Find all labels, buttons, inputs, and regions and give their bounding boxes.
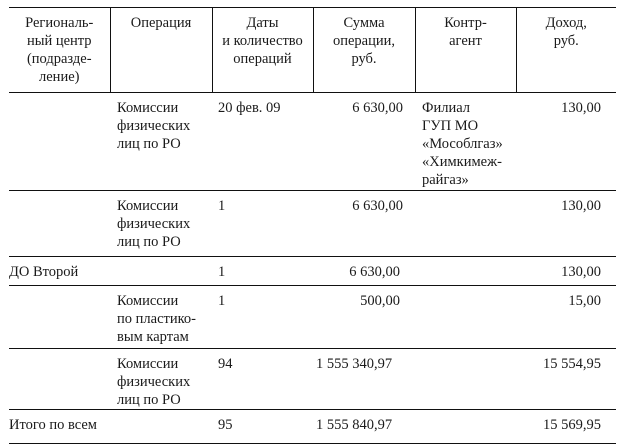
cell-income: 15 569,95 <box>516 410 616 444</box>
cell-region <box>9 93 110 191</box>
cell-text: Комиссии <box>117 198 179 214</box>
cell-date-count: 94 <box>212 349 313 410</box>
cell-counterparty <box>415 257 516 286</box>
cell-operation <box>110 349 212 410</box>
cell-text: райгаз» <box>422 172 469 188</box>
header-text: операции, <box>332 33 396 49</box>
header-amount <box>313 8 415 93</box>
table-row <box>9 191 616 257</box>
cell-region: ДО Второй <box>9 257 110 286</box>
cell-operation <box>110 191 212 257</box>
header-dates-count <box>212 8 313 93</box>
cell-text: Комиссии <box>117 293 179 309</box>
cell-operation <box>110 257 212 286</box>
header-text: операций <box>233 51 292 67</box>
cell-amount: 6 630,00 <box>313 257 415 286</box>
table-row-total <box>9 410 616 444</box>
cell-date-count: 20 фев. 09 <box>212 93 313 191</box>
header-text: Операция <box>130 15 192 31</box>
cell-date-count: 1 <box>212 191 313 257</box>
header-text: ление) <box>39 69 80 85</box>
cell-text: физических <box>117 118 191 134</box>
cell-income: 130,00 <box>516 191 616 257</box>
table-row <box>9 257 616 286</box>
header-text: Даты <box>246 15 279 31</box>
header-row <box>9 8 616 93</box>
header-text: Доход, <box>545 15 587 31</box>
cell-region: Итого по всем <box>9 410 110 444</box>
cell-region <box>9 286 110 349</box>
header-operation <box>110 8 212 93</box>
cell-text: «Химкимеж- <box>422 154 502 170</box>
table-row <box>9 93 616 191</box>
header-text: (подразде- <box>26 51 92 67</box>
header-text: руб. <box>351 51 377 67</box>
header-text: агент <box>449 33 482 49</box>
cell-text: Комиссии <box>117 356 179 372</box>
header-counterparty <box>415 8 516 93</box>
cell-counterparty <box>415 286 516 349</box>
header-text: руб. <box>553 33 579 49</box>
cell-amount: 1 555 840,97 <box>313 410 415 444</box>
cell-date-count: 95 <box>212 410 313 444</box>
cell-operation <box>110 286 212 349</box>
cell-region <box>9 191 110 257</box>
cell-region <box>9 349 110 410</box>
cell-counterparty <box>415 349 516 410</box>
commission-income-table <box>9 7 616 444</box>
cell-text: вым картам <box>117 329 189 345</box>
cell-text: Филиал <box>422 100 471 116</box>
header-region <box>9 8 110 93</box>
cell-operation <box>110 410 212 444</box>
table-row <box>9 286 616 349</box>
header-text: Сумма <box>343 15 385 31</box>
cell-date-count: 1 <box>212 257 313 286</box>
cell-text: физических <box>117 374 191 390</box>
cell-text: лиц по РО <box>117 234 181 250</box>
cell-text: «Мособлгаз» <box>422 136 503 152</box>
header-text: и количество <box>222 33 303 49</box>
cell-counterparty <box>415 93 516 191</box>
cell-date-count: 1 <box>212 286 313 349</box>
cell-amount: 1 555 340,97 <box>313 349 415 410</box>
cell-income: 15 554,95 <box>516 349 616 410</box>
cell-amount: 500,00 <box>313 286 415 349</box>
cell-text: физических <box>117 216 191 232</box>
header-income <box>516 8 616 93</box>
cell-income: 15,00 <box>516 286 616 349</box>
cell-counterparty <box>415 191 516 257</box>
cell-income: 130,00 <box>516 257 616 286</box>
cell-amount: 6 630,00 <box>313 93 415 191</box>
cell-text: Комиссии <box>117 100 179 116</box>
header-text: Контр- <box>444 15 487 31</box>
header-text: Региональ- <box>25 15 94 31</box>
cell-text: лиц по РО <box>117 392 181 408</box>
table-body <box>9 93 616 444</box>
cell-operation <box>110 93 212 191</box>
table-header <box>9 8 616 93</box>
header-text: ный центр <box>26 33 92 49</box>
cell-text: ГУП МО <box>422 118 479 134</box>
cell-counterparty <box>415 410 516 444</box>
cell-text: лиц по РО <box>117 136 181 152</box>
cell-income: 130,00 <box>516 93 616 191</box>
cell-text: по пластико- <box>117 311 196 327</box>
cell-amount: 6 630,00 <box>313 191 415 257</box>
table-row <box>9 349 616 410</box>
